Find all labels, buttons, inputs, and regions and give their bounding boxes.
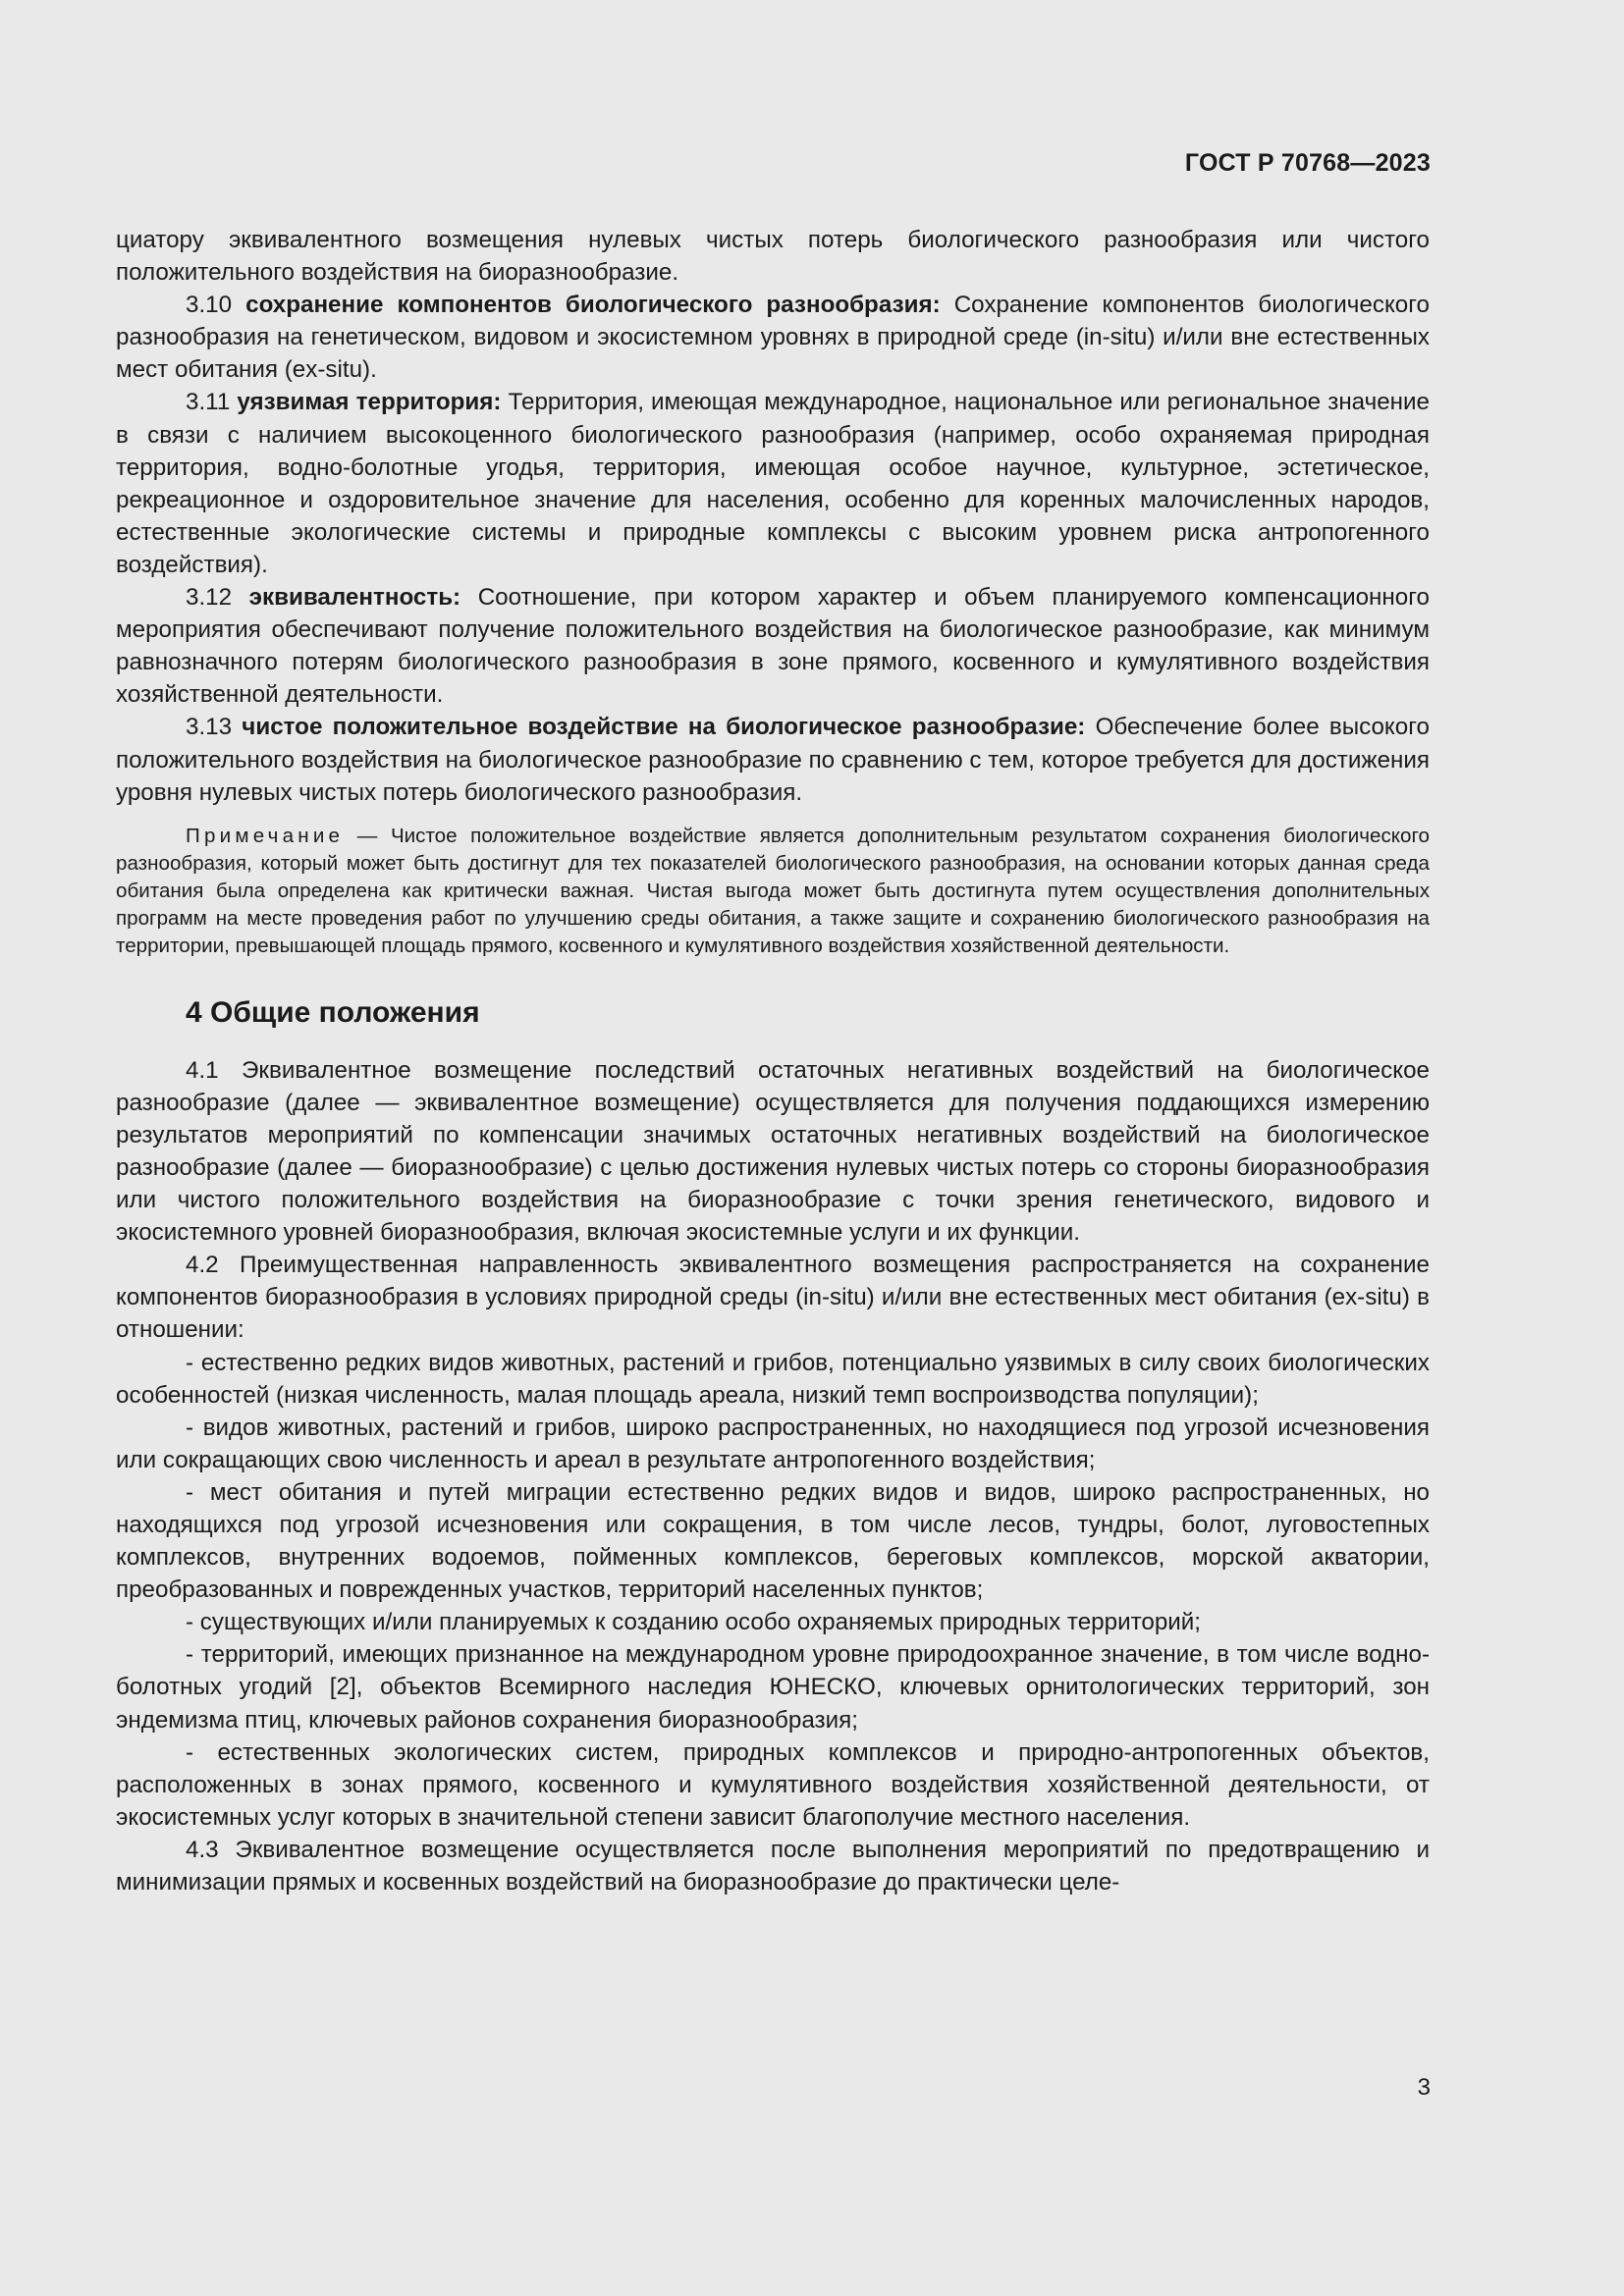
term-3-11 (116, 386, 1430, 581)
term-number: 3.11 (186, 389, 231, 416)
continuation-paragraph: циатору эквивалентного возмещения нулевых чистых потерь биологического разнообразия или чистого положительного воздействия на биоразнообразие. (116, 227, 1430, 287)
paragraph-4-1: 4.1 Эквивалентное возмещение последствий остаточных негативных воздействий на биологическое разнообразие (далее — эквивалентное возмещение) осуществляется для получения поддающихся измерению результатов мероприятий по компенсации значимых остаточных негативных воздействий на биологическое разнообразие (далее — биоразнообразие) с целью достижения нулевых чистых потерь со стороны биоразнообразия или чистого положительного воздействия на биоразнообразие с точки зрения генетического, видового и экосистемного уровней биоразнообразия, включая экосистемные услуги и их функции. (116, 1056, 1430, 1247)
note-label: Примечание (186, 824, 345, 847)
note-paragraph (116, 823, 1430, 960)
term-definition: Территория, имеющая международное, национальное или региональное значение в связи с наличием высокоценного биологического разнообразия (например, особо охраняемая природная территория, водно-болотные угодья, территория, имеющая особое научное, культурное, эстетическое, рекреационное и оздоровительное значение для населения, особенно для коренных малочисленных народов, естественные экологические системы и природные комплексы с высоким уровнем риска антропогенного воздействия). (116, 389, 1430, 578)
list-item: - существующих и/или планируемых к созданию особо охраняемых природных территорий; (186, 1609, 1202, 1636)
paragraph-4-2: 4.2 Преимущественная направленность эквивалентного возмещения распространяется на сохранение компонентов биоразнообразия в условиях природной среды (in-situ) и/или вне естественных мест обитания (ex-situ) в отношении: (116, 1252, 1430, 1344)
paragraph-4-3: 4.3 Эквивалентное возмещение осуществляется после выполнения мероприятий по предотвращению и минимизации прямых и косвенных воздействий на биоразнообразие до практически целе- (116, 1836, 1430, 1896)
list-item: - видов животных, растений и грибов, широко распространенных, но находящиеся под угрозой исчезновения или сокращающих свою численность и ареал в результате антропогенного воздействия; (116, 1414, 1430, 1473)
term-title: эквивалентность: (248, 584, 461, 612)
document-body (116, 224, 1430, 1898)
term-title: сохранение компонентов биологического разнообразия: (245, 292, 941, 319)
term-number: 3.13 (186, 714, 233, 741)
document-header: ГОСТ Р 70768—2023 (1184, 149, 1431, 177)
term-number: 3.10 (186, 292, 233, 319)
term-3-12 (116, 581, 1430, 711)
term-3-10 (116, 289, 1430, 386)
section-heading: 4 Общие положения (186, 995, 480, 1029)
page-number: 3 (1417, 2074, 1431, 2101)
term-3-13 (116, 711, 1430, 808)
term-definition: Соотношение, при котором характер и объем планируемого компенсационного мероприятия обеспечивают получение положительного воздействия на биологическое разнообразие, как минимум равнозначного потерям биологического разнообразия в зоне прямого, косвенного и кумулятивного воздействия хозяйственной деятельности. (116, 584, 1430, 709)
term-title: чистое положительное воздействие на биологическое разнообразие: (242, 714, 1086, 741)
list-item: - естественных экологических систем, природных комплексов и природно-антропогенных объектов, расположенных в зонах прямого, косвенного и кумулятивного воздействия хозяйственной деятельности, от экосистемных услуг которых в значительной степени зависит благополучие местного населения. (116, 1738, 1430, 1831)
term-definition: Сохранение компонентов биологического разнообразия на генетическом, видовом и экосистемном уровнях в природной среде (in-situ) и/или вне естественных мест обитания (ex-situ). (116, 292, 1430, 384)
note-text: — Чистое положительное воздействие является дополнительным результатом сохранения биологического разнообразия, который может быть достигнут для тех показателей биологического разнообразия, на основании которых данная среда обитания была определена как критически важная. Чистая выгода может быть достигнута путем осуществления дополнительных программ на месте проведения работ по улучшению среды обитания, а также защите и сохранению биологического разнообразия на территории, превышающей площадь прямого, косвенного и кумулятивного воздействия хозяйственной деятельности. (116, 824, 1430, 957)
term-number: 3.12 (186, 584, 233, 612)
list-item: - территорий, имеющих признанное на международном уровне природоохранное значение, в том числе водно-болотных угодий [2], объектов Всемирного наследия ЮНЕСКО, ключевых орнитологических территорий, зон эндемизма птиц, ключевых районов сохранения биоразнообразия; (116, 1641, 1430, 1734)
term-title: уязвимая территория: (237, 389, 502, 416)
list-item: - мест обитания и путей миграции естественно редких видов и видов, широко распространенных, но находящихся под угрозой исчезновения или сокращения, в том числе лесов, тундры, болот, луговостепных комплексов, внутренних водоемов, пойменных комплексов, береговых комплексов, морской акватории, преобразованных и поврежденных участков, территорий населенных пунктов; (116, 1478, 1430, 1604)
term-definition: Обеспечение более высокого положительного воздействия на биологическое разнообразие по сравнению с тем, которое требуется для достижения уровня нулевых чистых потерь биологического разнообразия. (116, 714, 1430, 806)
list-item: - естественно редких видов животных, растений и грибов, потенциально уязвимых в силу своих биологических особенностей (низкая численность, малая площадь ареала, низкий темп воспроизводства популяции); (116, 1349, 1430, 1409)
